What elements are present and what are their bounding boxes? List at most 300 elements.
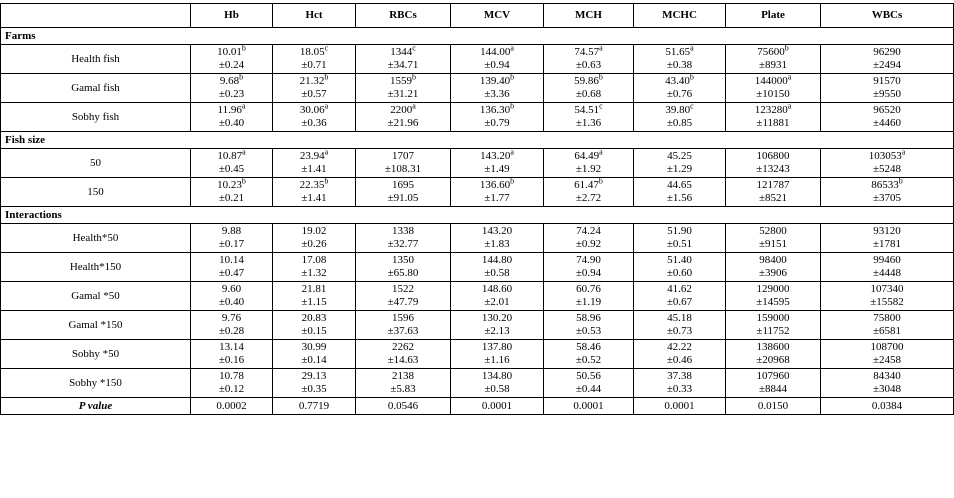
error-value: ±0.85 <box>666 117 693 129</box>
error-value: ±15582 <box>870 296 904 308</box>
error-value: ±1.92 <box>575 163 602 175</box>
value-cell <box>821 74 954 103</box>
section-row <box>1 207 954 224</box>
significance-letter: a <box>510 147 514 157</box>
mean-number: 93120 <box>873 225 901 237</box>
mean-value <box>726 341 820 354</box>
mean-number: 143.20 <box>480 150 511 162</box>
error-value: ±0.76 <box>666 88 693 100</box>
error-value: ±0.24 <box>218 59 245 71</box>
value-cell <box>191 282 273 311</box>
value-cell <box>191 253 273 282</box>
mean-number: 1596 <box>392 312 414 324</box>
error-value: ±9151 <box>758 238 788 250</box>
significance-letter: a <box>690 43 694 53</box>
error-value: ±8931 <box>758 59 788 71</box>
value-cell <box>544 311 634 340</box>
mean-number: 44.65 <box>667 179 692 191</box>
table-row <box>1 340 954 369</box>
p-value-cell: 0.0546 <box>356 398 451 415</box>
error-value: ±11881 <box>756 117 790 129</box>
significance-letter: a <box>241 101 246 111</box>
value-cell <box>821 149 954 178</box>
mean-number: 74.57 <box>574 46 600 58</box>
significance-letter: a <box>901 147 906 157</box>
value-cell <box>544 178 634 207</box>
value-cell <box>634 311 726 340</box>
row-label: Health fish <box>1 45 191 74</box>
mean-number: 58.96 <box>576 312 601 324</box>
mean-value <box>273 101 355 117</box>
mean-number: 45.18 <box>667 312 692 324</box>
mean-number: 139.40 <box>479 75 511 87</box>
mean-number: 58.46 <box>576 341 601 353</box>
error-value: ±1.77 <box>484 192 510 204</box>
mean-value <box>544 43 633 59</box>
value-cell <box>451 45 544 74</box>
mean-value <box>726 225 820 238</box>
value-cell <box>451 369 544 398</box>
row-label: 50 <box>1 149 191 178</box>
mean-value <box>634 312 725 325</box>
column-header-mchc: MCHC <box>634 4 726 28</box>
error-value: ±34.71 <box>387 59 419 71</box>
mean-number: 137.80 <box>481 341 513 353</box>
value-cell <box>544 369 634 398</box>
mean-value <box>634 370 725 383</box>
mean-number: 42.22 <box>667 341 692 353</box>
row-label: Gamal *150 <box>1 311 191 340</box>
mean-number: 30.06 <box>299 104 325 116</box>
error-value: ±14.63 <box>387 354 419 366</box>
value-cell <box>451 149 544 178</box>
mean-number: 75800 <box>873 312 901 324</box>
mean-value <box>544 72 633 88</box>
value-cell <box>356 74 451 103</box>
mean-number: 123280 <box>754 104 788 116</box>
mean-value <box>634 179 725 192</box>
value-cell <box>821 224 954 253</box>
mean-value <box>634 72 725 88</box>
mean-value <box>273 312 355 325</box>
value-cell <box>634 45 726 74</box>
mean-value <box>544 147 633 163</box>
significance-letter: b <box>241 43 246 53</box>
mean-value <box>356 254 450 267</box>
error-value: ±65.80 <box>387 267 419 279</box>
mean-number: 18.05 <box>299 46 325 58</box>
value-cell <box>821 311 954 340</box>
mean-value <box>726 312 820 325</box>
error-value: ±32.77 <box>387 238 419 250</box>
significance-letter: a <box>412 101 416 111</box>
mean-number: 9.76 <box>221 312 242 324</box>
column-header-wbcs: WBCs <box>821 4 954 28</box>
error-value: ±0.47 <box>218 267 245 279</box>
mean-value <box>821 370 953 383</box>
mean-number: 138600 <box>756 341 790 353</box>
value-cell <box>544 253 634 282</box>
mean-number: 144.00 <box>480 46 511 58</box>
mean-number: 10.78 <box>219 370 244 382</box>
mean-number: 1707 <box>392 150 414 162</box>
significance-letter: a <box>324 147 329 157</box>
mean-number: 91570 <box>873 75 901 87</box>
column-header-blank <box>1 4 191 28</box>
significance-letter: b <box>510 101 515 111</box>
mean-value <box>273 43 355 59</box>
value-cell <box>356 311 451 340</box>
mean-number: 11.96 <box>217 104 242 116</box>
row-label: 150 <box>1 178 191 207</box>
mean-value <box>451 283 543 296</box>
mean-number: 1338 <box>392 225 414 237</box>
mean-value <box>356 283 450 296</box>
significance-letter: b <box>598 176 603 186</box>
error-value: ±9550 <box>872 88 902 100</box>
value-cell <box>634 74 726 103</box>
error-value: ±31.21 <box>387 88 419 100</box>
error-value: ±2.01 <box>484 296 510 308</box>
error-value: ±0.17 <box>218 238 245 250</box>
error-value: ±0.23 <box>218 88 245 100</box>
section-title: Fish size <box>1 132 954 149</box>
table-row <box>1 45 954 74</box>
error-value: ±0.12 <box>218 383 245 395</box>
value-cell <box>821 178 954 207</box>
error-value: ±20968 <box>756 354 790 366</box>
value-cell <box>191 178 273 207</box>
mean-number: 103053 <box>868 150 902 162</box>
value-cell <box>191 45 273 74</box>
mean-value <box>356 150 450 163</box>
error-value: ±91.05 <box>387 192 419 204</box>
mean-value <box>821 176 953 192</box>
mean-value <box>726 72 820 88</box>
mean-value <box>273 341 355 354</box>
value-cell <box>451 103 544 132</box>
mean-number: 121787 <box>756 179 790 191</box>
value-cell <box>451 311 544 340</box>
error-value: ±0.71 <box>301 59 327 71</box>
error-value: ±0.28 <box>218 325 245 337</box>
mean-value <box>273 283 355 296</box>
value-cell <box>726 282 821 311</box>
mean-value <box>451 254 543 267</box>
value-cell <box>634 282 726 311</box>
error-value: ±47.79 <box>387 296 419 308</box>
mean-number: 13.14 <box>219 341 244 353</box>
table-row <box>1 311 954 340</box>
mean-number: 159000 <box>756 312 790 324</box>
error-value: ±10150 <box>756 88 790 100</box>
mean-number: 2262 <box>392 341 414 353</box>
mean-value <box>273 72 355 88</box>
mean-number: 1350 <box>392 254 414 266</box>
value-cell <box>544 340 634 369</box>
mean-number: 54.51 <box>574 104 600 116</box>
mean-value <box>821 147 953 163</box>
table-body <box>1 28 954 415</box>
mean-number: 41.62 <box>667 283 692 295</box>
mean-number: 39.80 <box>665 104 691 116</box>
error-value: ±5.83 <box>390 383 416 395</box>
error-value: ±1781 <box>872 238 902 250</box>
value-cell <box>356 149 451 178</box>
mean-value <box>451 176 543 192</box>
mean-value <box>544 283 633 296</box>
error-value: ±4448 <box>872 267 902 279</box>
error-value: ±0.40 <box>218 296 245 308</box>
value-cell <box>273 103 356 132</box>
mean-number: 74.24 <box>576 225 601 237</box>
mean-number: 136.30 <box>479 104 511 116</box>
value-cell <box>544 45 634 74</box>
value-cell <box>273 340 356 369</box>
value-cell <box>634 103 726 132</box>
mean-number: 148.60 <box>481 283 513 295</box>
value-cell <box>821 369 954 398</box>
significance-letter: b <box>784 43 789 53</box>
mean-value <box>726 283 820 296</box>
error-value: ±1.29 <box>666 163 693 175</box>
significance-letter: c <box>690 101 694 111</box>
error-value: ±0.40 <box>218 117 245 129</box>
value-cell <box>273 253 356 282</box>
value-cell <box>356 224 451 253</box>
mean-value <box>544 254 633 267</box>
error-value: ±1.41 <box>301 192 327 204</box>
p-value-cell: 0.0384 <box>821 398 954 415</box>
value-cell <box>544 282 634 311</box>
mean-value <box>451 43 543 59</box>
column-header-hb: Hb <box>191 4 273 28</box>
error-value: ±0.38 <box>666 59 693 71</box>
mean-value <box>191 72 272 88</box>
value-cell <box>634 178 726 207</box>
mean-value <box>451 341 543 354</box>
error-value: ±1.41 <box>301 163 327 175</box>
mean-number: 10.23 <box>217 179 242 191</box>
column-header-hct: Hct <box>273 4 356 28</box>
value-cell <box>356 340 451 369</box>
mean-number: 86533 <box>871 179 899 191</box>
error-value: ±0.57 <box>301 88 327 100</box>
error-value: ±13243 <box>756 163 790 175</box>
mean-number: 75600 <box>757 46 785 58</box>
mean-number: 19.02 <box>301 225 327 237</box>
mean-value <box>634 341 725 354</box>
significance-letter: a <box>242 147 246 157</box>
p-value-cell: 0.0001 <box>544 398 634 415</box>
mean-number: 22.35 <box>299 179 325 191</box>
error-value: ±0.44 <box>575 383 602 395</box>
mean-value <box>273 147 355 163</box>
value-cell <box>544 103 634 132</box>
mean-value <box>191 283 272 296</box>
mean-value <box>191 341 272 354</box>
mean-number: 51.90 <box>667 225 692 237</box>
mean-value <box>544 312 633 325</box>
table-row <box>1 149 954 178</box>
error-value: ±0.58 <box>484 267 510 279</box>
mean-number: 9.68 <box>219 75 240 87</box>
mean-number: 1695 <box>392 179 414 191</box>
value-cell <box>634 369 726 398</box>
value-cell <box>821 45 954 74</box>
mean-value <box>634 101 725 117</box>
mean-number: 107960 <box>756 370 790 382</box>
error-value: ±14595 <box>756 296 790 308</box>
error-value: ±8521 <box>758 192 788 204</box>
mean-value <box>726 150 820 163</box>
error-value: ±11752 <box>756 325 790 337</box>
error-value: ±0.33 <box>666 383 693 395</box>
error-value: ±21.96 <box>387 117 419 129</box>
mean-value <box>356 179 450 192</box>
mean-number: 9.88 <box>221 225 242 237</box>
mean-value <box>356 225 450 238</box>
value-cell <box>544 149 634 178</box>
mean-value <box>191 225 272 238</box>
error-value: ±0.79 <box>484 117 510 129</box>
mean-value <box>634 150 725 163</box>
error-value: ±0.68 <box>575 88 602 100</box>
value-cell <box>821 103 954 132</box>
table-row <box>1 74 954 103</box>
error-value: ±2494 <box>872 59 902 71</box>
significance-letter: b <box>598 72 603 82</box>
mean-value <box>634 254 725 267</box>
mean-value <box>356 312 450 325</box>
mean-number: 52800 <box>759 225 787 237</box>
value-cell <box>356 369 451 398</box>
error-value: ±108.31 <box>384 163 422 175</box>
mean-value <box>191 370 272 383</box>
mean-value <box>191 147 272 163</box>
mean-value <box>821 254 953 267</box>
mean-number: 2138 <box>392 370 414 382</box>
error-value: ±0.26 <box>301 238 327 250</box>
section-row <box>1 132 954 149</box>
value-cell <box>273 311 356 340</box>
mean-number: 1344 <box>390 46 413 58</box>
mean-number: 17.08 <box>301 254 327 266</box>
value-cell <box>451 178 544 207</box>
mean-number: 96520 <box>873 104 901 116</box>
row-label: Gamal fish <box>1 74 191 103</box>
value-cell <box>191 369 273 398</box>
value-cell <box>726 45 821 74</box>
value-cell <box>726 369 821 398</box>
p-value-cell: 0.0002 <box>191 398 273 415</box>
mean-number: 45.25 <box>667 150 692 162</box>
mean-value <box>544 341 633 354</box>
significance-letter: b <box>510 72 515 82</box>
mean-number: 43.40 <box>665 75 690 87</box>
table-row <box>1 253 954 282</box>
mean-number: 84340 <box>873 370 901 382</box>
column-header-plate: Plate <box>726 4 821 28</box>
mean-number: 136.60 <box>479 179 511 191</box>
error-value: ±0.21 <box>218 192 245 204</box>
significance-letter: c <box>599 101 603 111</box>
error-value: ±8844 <box>758 383 788 395</box>
mean-value <box>191 176 272 192</box>
mean-number: 1559 <box>390 75 412 87</box>
mean-value <box>356 370 450 383</box>
error-value: ±1.15 <box>301 296 327 308</box>
value-cell <box>356 45 451 74</box>
p-value-row <box>1 398 954 415</box>
error-value: ±0.14 <box>301 354 327 366</box>
significance-letter: a <box>324 101 329 111</box>
error-value: ±0.45 <box>218 163 245 175</box>
mean-value <box>544 225 633 238</box>
value-cell <box>191 340 273 369</box>
error-value: ±3705 <box>872 192 902 204</box>
mean-number: 23.94 <box>299 150 325 162</box>
p-value-cell: 0.0001 <box>634 398 726 415</box>
error-value: ±6581 <box>872 325 902 337</box>
mean-number: 96290 <box>873 46 901 58</box>
mean-value <box>356 101 450 117</box>
value-cell <box>273 178 356 207</box>
error-value: ±1.83 <box>484 238 510 250</box>
mean-number: 130.20 <box>481 312 513 324</box>
value-cell <box>451 340 544 369</box>
significance-letter: b <box>239 72 244 82</box>
p-value-label: P value <box>1 398 191 415</box>
value-cell <box>634 224 726 253</box>
value-cell <box>634 253 726 282</box>
column-header-rbcs: RBCs <box>356 4 451 28</box>
header-row <box>1 4 954 28</box>
value-cell <box>356 103 451 132</box>
row-label: Sobhy *50 <box>1 340 191 369</box>
mean-number: 59.86 <box>574 75 599 87</box>
mean-value <box>634 225 725 238</box>
mean-value <box>356 72 450 88</box>
table-row <box>1 103 954 132</box>
value-cell <box>821 253 954 282</box>
value-cell <box>726 178 821 207</box>
table-row <box>1 224 954 253</box>
value-cell <box>191 149 273 178</box>
mean-number: 61.47 <box>574 179 599 191</box>
value-cell <box>726 149 821 178</box>
mean-value <box>726 370 820 383</box>
mean-value <box>356 341 450 354</box>
mean-number: 21.32 <box>299 75 325 87</box>
mean-value <box>273 176 355 192</box>
mean-value <box>273 370 355 383</box>
mean-number: 1522 <box>392 283 414 295</box>
value-cell <box>726 311 821 340</box>
significance-letter: b <box>324 72 329 82</box>
p-value-cell: 0.0001 <box>451 398 544 415</box>
significance-letter: a <box>599 147 603 157</box>
value-cell <box>726 103 821 132</box>
error-value: ±0.16 <box>218 354 245 366</box>
value-cell <box>191 74 273 103</box>
value-cell <box>544 74 634 103</box>
error-value: ±2.13 <box>484 325 510 337</box>
value-cell <box>451 224 544 253</box>
error-value: ±0.51 <box>666 238 693 250</box>
mean-number: 129000 <box>756 283 790 295</box>
p-value-cell: 0.7719 <box>273 398 356 415</box>
